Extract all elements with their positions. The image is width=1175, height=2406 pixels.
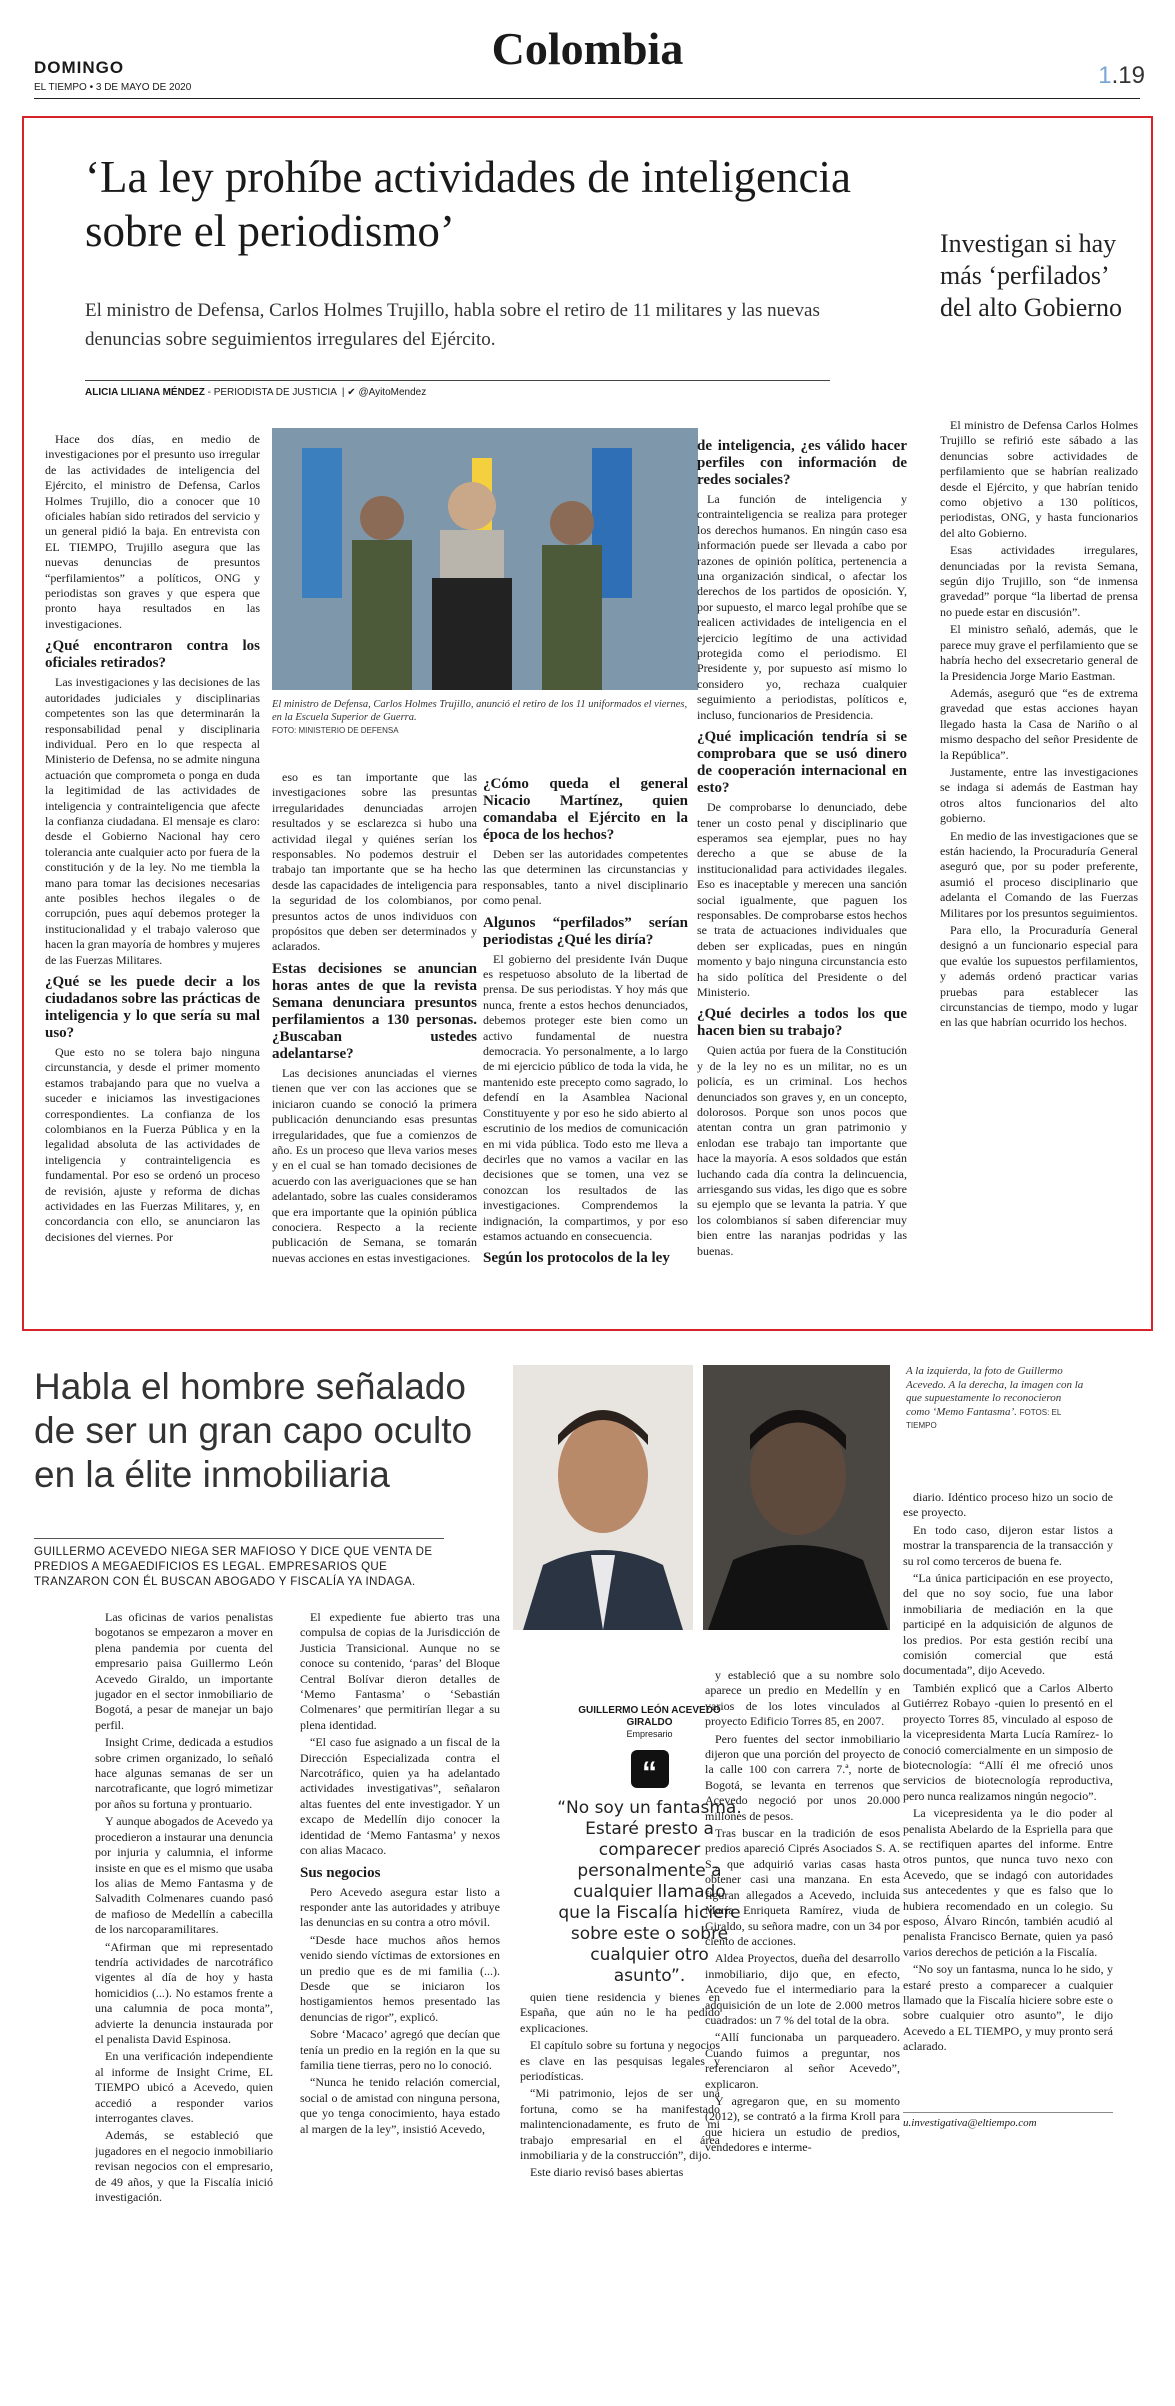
article2-column-5 (903, 1490, 1113, 2105)
paragraph: Quien actúa por fuera de la Constitución y de la ley no es un militar, no es un policía, es un criminal. Los hechos denunciados son graves y, en un concepto, dolorosos. Porque son unos pocos que atentan contra un gran patrimonio y enlodan ese trabajo tan importante que hace la mayoría. A esos soldados que están luchando cada día contra la delincuencia, arriesgando sus vidas, les digo que es sobre su ejemplo que se levanta la patria. Y que los colombianos sí saben diferenciar muy bien entre las naranjas podridas y las buenas. (697, 1043, 907, 1258)
article2-column-3 (520, 1990, 720, 2260)
paragraph: “Allí funcionaba un parqueadero. Cuando fuimos a preguntar, nos referenciaron al señor Acevedo”, explicaron. (705, 2030, 900, 2091)
paragraph: Esas actividades irregulares, denunciadas por la revista Semana, según dijo Trujillo, son “de inmensa gravedad” porque “la libertad de prensa no puede estar en discusión”. (940, 543, 1138, 619)
subheading: ¿Qué decirles a todos los que hacen bien su trabajo? (697, 1006, 907, 1040)
paragraph: y estableció que a su nombre solo aparece un predio en Medellín y en varios de los lotes vinculados al proyecto Edificio Torres 85, en 2007. (705, 1668, 900, 1729)
article2-deck: GUILLERMO ACEVEDO NIEGA SER MAFIOSO Y DICE QUE VENTA DE PREDIOS A MEGAEDIFICIOS ES LEGAL. EMPRESARIOS QUE TRANZARON CON ÉL BUSCAN ABOGADO Y FISCALÍA YA INDAGA. (34, 1538, 444, 1590)
article2-column-1 (95, 1610, 273, 2250)
paragraph: Además, aseguró que “es de extrema gravedad que estas acciones hayan llegado hasta la Casa de Nariño o al mismo despacho del señor Presidente de la República”. (940, 685, 1138, 762)
paragraph: Y agregaron que, en su momento (2012), se contrató a la firma Kroll para que hiciera un estudio de predios, vendedores e interme- (705, 2093, 900, 2155)
photo-caption (272, 698, 698, 736)
paragraph: En medio de las investigaciones que se están haciendo, la Procuraduría General aseguró que, por su poder preferente, asumió el proceso disciplinario que adelanta el Comando de las Fuerzas Militares por los presuntos seguimientos. (940, 828, 1138, 920)
author-role: - PERIODISTA DE JUSTICIA (207, 387, 337, 398)
subheading: Algunos “perfilados” serían periodistas ¿Qué les diría? (483, 914, 688, 948)
paragraph: Tras buscar en la tradición de esos predios apareció Ciprés Asociados S. A. S., que adquirió varias casas hasta obtener casi una manzana. En esta figuran allegados a Acevedo, incluida María Enriqueta Ramírez, viuda de Giraldo, su señora madre, con un 34 por ciento de acciones. (705, 1826, 900, 1948)
paragraph: Deben ser las autoridades competentes las que determinen las circunstancias y responsables, tanto a nivel disciplinario como penal. (483, 847, 688, 908)
paragraph: eso es tan importante que las investigaciones sobre las presuntas irregularidades denunciadas arrojen resultados y se esclarezca si hubo una actividad ilegal y quiénes serían los responsables. No podemos destruir el trabajo tan importante que se ha hecho desde las capacidades de inteligencia para la seguridad de los colombianos, por presuntos actos de unos individuos con propósitos que deben ser determinados y aclarados. (272, 770, 477, 954)
paragraph: El ministro señaló, además, que le parece muy grave el perfilamiento que se habría hecho del exsecretario general de la Presidencia Jorge Mario Eastman. (940, 622, 1138, 683)
paragraph: En todo caso, dijeron estar listos a mostrar la transparencia de la transacción y su rol como terceros de buena fe. (903, 1522, 1113, 1568)
paragraph: Las oficinas de varios penalistas bogotanos se empezaron a mover en plena pandemia por cuenta del empresario paisa Guillermo León Acevedo Giraldo, un importante jugador en el sector inmobiliario de Bogotá, a pesar de manejar un bajo perfil. (95, 1610, 273, 1732)
paragraph: El gobierno del presidente Iván Duque es respetuoso absoluto de la libertad de prensa. De sus periodistas. Y hoy más que nunca, frente a estos hechos denunciados, debemos proteger este bien como un activo fundamental de nuestra democracia. Yo personalmente, a lo largo de mi ejercicio público de toda la vida, he mantenido este precepto como sagrado, lo defendí en la Asamblea Nacional Constituyente y por eso he sido abierto al escrutinio de los medios de comunicación en mi vida pública. Todo esto me lleva a decirles que no vamos a vacilar en las decisiones que se tomen, una vez se conozcan los resultados de las investigaciones. Comprendemos la indignación, la compartimos, y por eso estamos actuando en consecuencia. (483, 951, 688, 1243)
quote-name: GUILLERMO LEÓN ACEVEDO GIRALDO (578, 1705, 721, 1728)
twitter-icon: ✔ (347, 387, 356, 398)
paragraph: diario. Idéntico proceso hizo un socio de ese proyecto. (903, 1490, 1113, 1520)
article2-column-4 (705, 1668, 900, 2258)
paragraph: Las investigaciones y las decisiones de las autoridades judiciales y disciplinarias competentes son las que determinarán la responsabilidad penal y disciplinaria individual. Pero en lo que respecta al Ministerio de Defensa, no se admite ninguna actuación que comprometa o ponga en duda la legitimidad de las actividades de inteligencia y contrainteligencia que afecte la confianza ciudadana. El mensaje es claro: desde el Gobierno Nacional hay cero tolerancia ante cualquier acto por fuera de la constitución y de la ley. No me tiembla la mano para tomar las decisiones necesarias ante posibles hechos ilegales o de corrupción, pues aquí debemos proteger la institucionalidad y el trabajo valeroso que hacen la gran mayoría de hombres y mujeres de las Fuerzas Militares. (45, 675, 260, 967)
paragraph: Y aunque abogados de Acevedo ya procedieron a instaurar una denuncia por injuria y calumnia, el informe insiste en que es el mismo que usaba los alias de Memo Fantasma y de Salvadith Colmenares cuando pasó de mafioso de Medellín a cabecilla de los narcoparamilitares. (95, 1814, 273, 1937)
article-headline: ‘La ley prohíbe actividades de inteligencia sobre el periodismo’ (85, 152, 851, 256)
paragraph: Para ello, la Procuraduría General designó a un funcionario especial para que evalúe los supuestos perfilamientos, y además ordenó practicar varias pruebas para establecer las circunstancias de tiempo, modo y lugar en las que habrían ocurrido los hechos. (940, 923, 1138, 1030)
minister-photo (272, 428, 698, 690)
paragraph: De comprobarse lo denunciado, debe tener un costo penal y disciplinario que esperamos sea ejemplar, pues no hay derecho a que se abuse de la institucionalidad para actividades ilegales. Eso es inaceptable y merecen una sanción social igualmente, que paguen los responsables. De comprobarse estos hechos se trata de actuaciones individuales que deben ser explicadas, pues en ningún momento y bajo ninguna circunstancia esto ha sido política del Presidente o del Ministerio. (697, 800, 907, 999)
subheading: ¿Qué se les puede decir a los ciudadanos sobre las prácticas de inteligencia y lo que sería su mal uso? (45, 974, 260, 1041)
page-number: 1.19 (1098, 62, 1145, 89)
subheading: Según los protocolos de la ley (483, 1250, 670, 1267)
memo-fantasma-photo (703, 1365, 890, 1630)
subheading: ¿Qué encontraron contra los oficiales retirados? (45, 638, 260, 672)
paragraph: “Desde hace muchos años hemos venido siendo víctimas de extorsiones en un predio que es de mi familia (...). Desde que se iniciaron los hostigamientos hemos presentado las denuncias de rigor”, explicó. (300, 1932, 500, 2024)
photos-caption (906, 1365, 1086, 1433)
paragraph: El ministro de Defensa Carlos Holmes Trujillo se refirió este sábado a las denuncias sobre actividades de perfilamiento que se habrían realizado desde el Ejército, y que habrían tenido como objetivo a 130 políticos, periodistas, ONG, y hasta funcionarios del alto Gobierno. (940, 418, 1138, 540)
paragraph: Justamente, entre las investigaciones se indaga si además de Eastman hay otros altos funcionarios del alto gobierno. (940, 764, 1138, 826)
paragraph: El capítulo sobre su fortuna y negocios es clave en las pesquisas legales y periodísticas. (520, 2038, 720, 2084)
section-title: Colombia (491, 23, 684, 74)
quote-mark-icon: “ (631, 1750, 669, 1788)
photos-credit: FOTOS: EL TIEMPO (906, 1407, 1061, 1430)
paragraph: “No soy un fantasma, nunca lo he sido, y estaré presto a comparecer a cualquier llamado que la Fiscalía hiciere sobre este o sobre cualquier otro asunto”, le dijo Acevedo a EL TIEMPO, y muy pronto será aclarado. (903, 1962, 1113, 2054)
paragraph: Las decisiones anunciadas el viernes tienen que ver con las acciones que se iniciaron cuando se conoció la primera publicación denunciando esas presuntas irregularidades, que fue a comienzos de año. Es un proceso que lleva varios meses y en el cual se han tomado decisiones de acuerdo con las averiguaciones que se han adelantado, sobre las cuales consideramos que era importante que la opinión pública conociera. Respecto a la reciente publicación de Semana, se tomarán nuevas acciones en estas investigaciones. (272, 1065, 477, 1265)
masthead-day: DOMINGO (34, 58, 125, 77)
subheading: Sus negocios (300, 1864, 381, 1881)
paragraph: “Nunca he tenido relación comercial, social o de amistad con ninguna persona, que yo tenga conocimiento, haya estado al margen de la ley”, insistió Acevedo, (300, 2075, 500, 2136)
subheading: ¿Cómo queda el general Nicacio Martínez, quien comandaba el Ejército en la época de los hechos? (483, 776, 688, 843)
paragraph: Además, se estableció que jugadores en el negocio inmobiliario revisan negocios con el empresario, de 49 años, y que la Fiscalía inició investigación. (95, 2128, 273, 2205)
paragraph: “La única participación en ese proyecto, del que no soy socio, fue una labor inmobiliaria de mediación en la que participé en la adquisición de algunos de los predios. Por esta gestión recibí una comisión comercial que está documentada”, dijo Acevedo. (903, 1571, 1113, 1678)
quote-text: “No soy un fantasma. Estaré presto a comparecer personalmente a cualquier llamado que la Fiscalía hiciere sobre este o sobre cualquier otro asunto”. (557, 1798, 742, 1986)
photo-caption-text: El ministro de Defensa, Carlos Holmes Trujillo, anunció el retiro de los 11 uniformados el viernes, en la Escuela Superior de Guerra. (272, 699, 688, 723)
photo-credit: FOTO: MINISTERIO DE DEFENSA (272, 726, 399, 735)
article-column-4 (697, 432, 907, 1312)
paragraph: Este diario revisó bases abiertas (530, 2165, 684, 2180)
page-number-suffix: 19 (1118, 62, 1145, 89)
paragraph: “Mi patrimonio, lejos de ser una fortuna, como se ha manifestado malintencionadamente, es fruto de mi trabajo empresarial en el área inmobiliaria y de la construcción”, dijo. (520, 2086, 720, 2163)
memo-fantasma-photo-illustration (703, 1365, 890, 1630)
paragraph: “El caso fue asignado a un fiscal de la Dirección Especializada contra el Narcotráfico, quien ya ha adelantado actividades investigativas”, señalaron altas fuentes del ente investigador. Y un excapo de Medellín dijo conocer la identidad de ‘Memo Fantasma’ y nexos con alias Macaco. (300, 1735, 500, 1858)
paragraph: La vicepresidenta ya le dio poder al penalista Abelardo de la Espriella para que se rectifiquen apartes del informe. Entre otros puntos, que nunca tuvo nexo con Acevedo, que se indagó con autoridades sus antecedentes y que es falso que lo hubiera recomendado en un colegio. Su esposo, Álvaro Rincón, también acudió al penalista Francisco Bernate, quien ya pasó varios derechos de petición a la Fiscalía. (903, 1806, 1113, 1959)
paragraph: Hace dos días, en medio de investigaciones por el presunto uso irregular de las actividades de inteligencia del Ejército, el ministro de Defensa, Carlos Holmes Trujillo, dio a conocer que 10 oficiales habían sido retirados del servicio y un general pidió la baja. En entrevista con EL TIEMPO, Trujillo asegura que las nuevas denuncias de presuntos “perfilamientos” a políticos, ONG y periodistas son graves y que espera que pronto haya resultados en las investigaciones. (45, 432, 260, 631)
page-number-prefix: 1 (1098, 62, 1112, 89)
article2-column-2 (300, 1610, 500, 2250)
paragraph: quien tiene residencia y bienes en España, que aún no le ha pedido explicaciones. (520, 1990, 720, 2035)
quote-role: Empresario (626, 1729, 673, 1739)
acevedo-photo-illustration (513, 1365, 693, 1630)
masthead-date: EL TIEMPO • 3 DE MAYO DE 2020 (34, 82, 192, 93)
paragraph: Pero Acevedo asegura estar listo a responder ante las autoridades y atribuye las denuncias en su contra a otro móvil. (300, 1884, 500, 1930)
article-column-3 (483, 770, 688, 1315)
paragraph: Que esto no se tolera bajo ninguna circunstancia, y desde el primer momento estamos trabajando para que no vuelva a suceder e iniciamos las investigaciones correspondientes. La confianza de los colombianos en la Fuerza Pública y en la legalidad absoluta de las actividades de inteligencia y contrainteligencia es fundamental. Por eso se ordenó un proceso de revisión, ajuste y reforma de dichas actividades en las Fuerzas Militares, y, en concordancia con ello, se anunciaron las decisiones del viernes. Por (45, 1045, 260, 1244)
paragraph: También explicó que a Carlos Alberto Gutiérrez Robayo -quien lo presentó en el proyecto Torres 85, vinculado al esposo de la vicepresidenta Marta Lucía Ramírez- lo conoció comercialmente en un simposio de biotecnología: “Allí él me ofreció unos servicios de biotecnología reproductiva, pero nunca realizamos ningún negocio”. (903, 1680, 1113, 1803)
paragraph: Insight Crime, dedicada a estudios sobre crimen organizado, lo señaló hace algunas semanas de ser un narcotraficante, que logró mimetizar por años su fortuna y prontuario. (95, 1735, 273, 1811)
byline: ALICIA LILIANA MÉNDEZ - PERIODISTA DE JUSTICIA | ✔ @AyitoMendez (85, 380, 830, 398)
twitter-handle[interactable]: @AyitoMendez (358, 387, 427, 398)
paragraph: Sobre ‘Macaco’ agregó que decían que tenía un predio en la región en la que su familia tiene tierras, pero no lo conoció. (300, 2027, 500, 2072)
article2-headline: Habla el hombre señalado de ser un gran capo oculto en la élite inmobiliaria (34, 1366, 473, 1495)
subheading: Estas decisiones se anuncian horas antes de que la revista Semana denunciara presuntos perfilamientos a 130 personas. ¿Buscaban ustedes adelantarse? (272, 960, 477, 1062)
paragraph: Aldea Proyectos, dueña del desarrollo inmobiliario, dijo que, en efecto, Acevedo fue el intermediario para la adquisición de un lote de 2.000 metros cuadrados: un 7 % del total de la obra. (705, 1951, 900, 2027)
author-name: ALICIA LILIANA MÉNDEZ (85, 387, 205, 398)
subheading: ¿Qué implicación tendría si se comprobara que se usó dinero de cooperación internacional en esto? (697, 729, 907, 797)
paragraph: “Afirman que mi representado tendría actividades de narcotráfico vigentes al día de hoy y hasta homicidios (...). No estamos frente a una calumnia de poca monta”, advierte la denuncia instaurada por el penalista David Espinosa. (95, 1939, 273, 2046)
masthead-rule (34, 98, 1140, 99)
minister-photo-illustration (272, 428, 698, 690)
article-column-2 (272, 770, 477, 1315)
sidebar-title: Investigan si hay más ‘perfilados’ del alto Gobierno (940, 229, 1122, 322)
photos-caption-text: A la izquierda, la foto de Guillermo Acevedo. A la derecha, la imagen con la que supuestamente lo reconocieron como ‘Memo Fantasma’. (906, 1365, 1084, 1418)
article-deck: El ministro de Defensa, Carlos Holmes Trujillo, habla sobre el retiro de 11 militares y las nuevas denuncias sobre seguimientos irregulares del Ejército. (85, 300, 820, 350)
acevedo-photo (513, 1365, 693, 1630)
paragraph: El expediente fue abierto tras una compulsa de copias de la Jurisdicción de Justicia Transicional. Aunque no se conoce su contenido, ‘paras’ del Bloque Central Bolívar dieron detalles de ‘Memo Fantasma’ o ‘Sebastián Colmenares’ que permitirían llegar a su plena identidad. (300, 1610, 500, 1732)
paragraph: En una verificación independiente al informe de Insight Crime, EL TIEMPO ubicó a Acevedo, quien accedió a responder varios interrogantes claves. (95, 2049, 273, 2125)
sidebar-body (940, 418, 1138, 1308)
subheading: de inteligencia, ¿es válido hacer perfiles con información de redes sociales? (697, 438, 907, 488)
paragraph: La función de inteligencia y contrainteligencia se realiza para proteger los derechos humanos. En ningún caso esa información puede ser llevada a cabo por razones de opinión política, pertenencia a una organización sindical, o afectar los derechos de los partidos de oposición. Y, por supuesto, el marco legal prohíbe que se realicen actividades de inteligencia en el ejercicio legítimo de una actividad protegida como el periodismo. El Presidente y, por supuesto así mismo lo considero yo, rechaza cualquier seguimiento a periodistas, políticos e, incluso, funcionarios de Presidencia. (697, 492, 907, 722)
paragraph: Pero fuentes del sector inmobiliario dijeron que una porción del proyecto de la calle 100 con carrera 7.ª, norte de Bogotá, se levanta en terrenos que Acevedo negoció por unos 20.000 millones de pesos. (705, 1731, 900, 1823)
signoff-email[interactable]: u.investigativa@eltiempo.com (903, 2112, 1113, 2129)
article-column-1 (45, 432, 260, 1312)
